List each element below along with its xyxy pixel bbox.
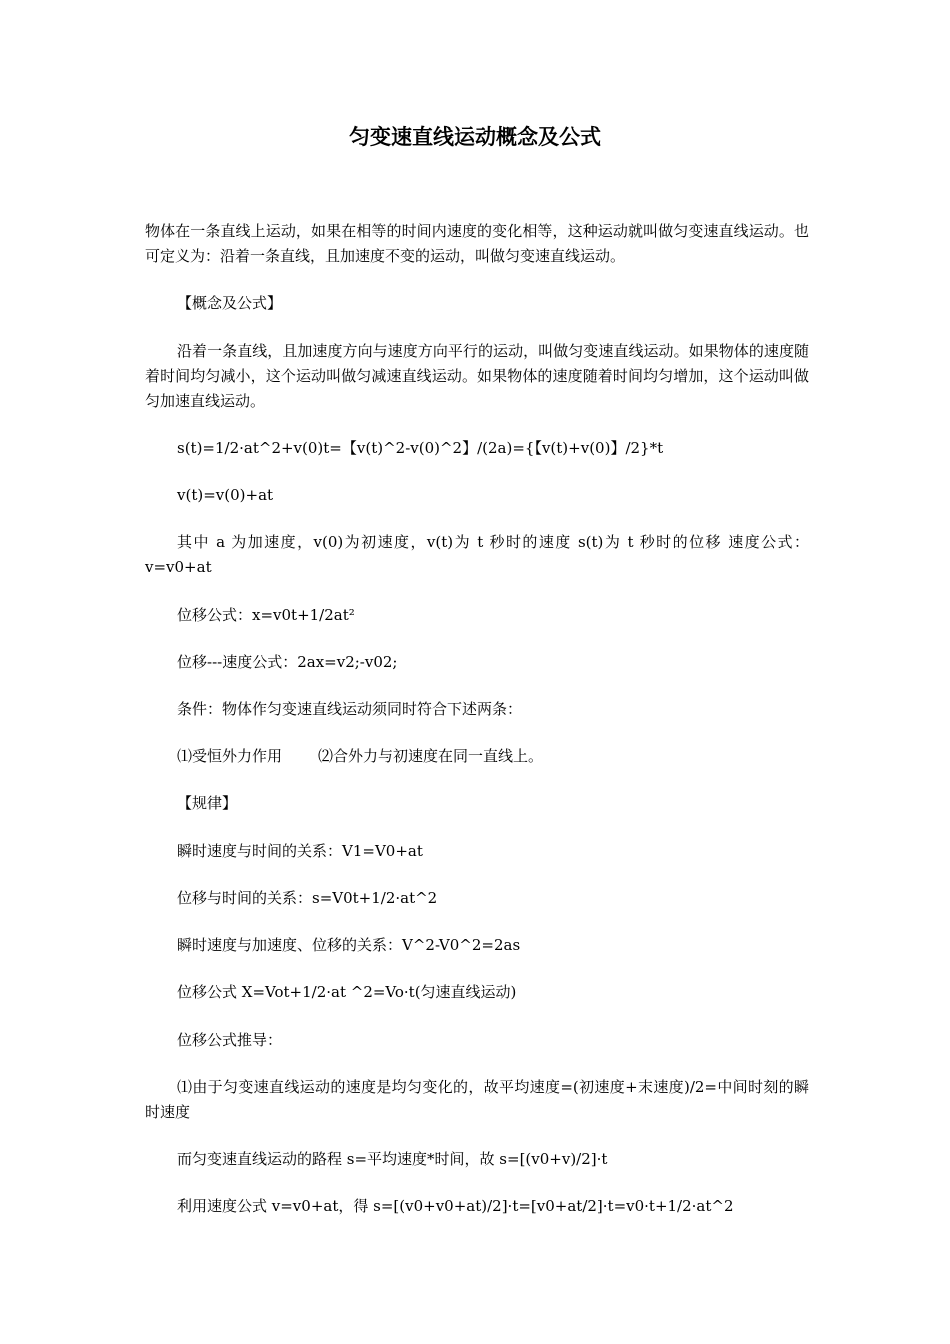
condition-items [145, 744, 809, 769]
intro-paragraph: 物体在一条直线上运动，如果在相等的时间内速度的变化相等，这种运动就叫做匀变速直线运动。也可定义为：沿着一条直线，且加速度不变的运动，叫做匀变速直线运动。 [145, 222, 809, 265]
rule-velocity-acceleration-displacement: 瞬时速度与加速度、位移的关系：V^2-V0^2=2as [177, 936, 521, 954]
displacement-velocity-formula: 位移---速度公式：2ax=v2;-v02; [177, 653, 398, 671]
displacement-formula: 位移公式：x=v0t+1/2at² [177, 606, 355, 624]
derivation-step-3: 利用速度公式 v=v0+at，得 s=[(v0+v0+at)/2]·t=[v0+at/2]·t=v0·t+1/2·at^2 [177, 1197, 734, 1215]
derivation-step-2: 而匀变速直线运动的路程 s=平均速度*时间，故 s=[(v0+v)/2]·t [177, 1150, 608, 1168]
formula-displacement-time: s(t)=1/2·at^2+v(0)t=【v(t)^2-v(0)^2】/(2a)={【v(t)+v(0)】/2}*t [177, 439, 664, 457]
definition-paragraph: 沿着一条直线，且加速度方向与速度方向平行的运动，叫做匀变速直线运动。如果物体的速度随着时间均匀减小，这个运动叫做匀减速直线运动。如果物体的速度随着时间均匀增加，这个运动叫做匀加速直线运动。 [145, 342, 809, 410]
formula-velocity-time: v(t)=v(0)+at [177, 486, 274, 504]
variables-paragraph: 其中 a 为加速度，v(0)为初速度，v(t)为 t 秒时的速度 s(t)为 t 秒时的位移 速度公式：v=v0+at [145, 533, 809, 576]
condition-item-2: ⑵合外力与初速度在同一直线上。 [318, 747, 544, 765]
condition-item-1: ⑴受恒外力作用 [177, 747, 283, 765]
derivation-step-1: ⑴由于匀变速直线运动的速度是均匀变化的，故平均速度=(初速度+末速度)/2=中间时刻的瞬时速度 [145, 1078, 809, 1121]
rule-velocity-time: 瞬时速度与时间的关系：V1=V0+at [177, 842, 423, 860]
rule-displacement-time: 位移与时间的关系：s=V0t+1/2·at^2 [177, 889, 438, 907]
derivation-heading: 位移公式推导： [177, 1031, 283, 1049]
conditions-paragraph: 条件：物体作匀变速直线运动须同时符合下述两条： [177, 700, 523, 718]
document-title: 匀变速直线运动概念及公式 [349, 124, 601, 149]
rules-heading: 【规律】 [177, 794, 238, 812]
concepts-heading: 【概念及公式】 [177, 294, 283, 312]
rule-displacement-formula: 位移公式 X=Vot+1/2·at ^2=Vo·t(匀速直线运动) [177, 983, 517, 1001]
